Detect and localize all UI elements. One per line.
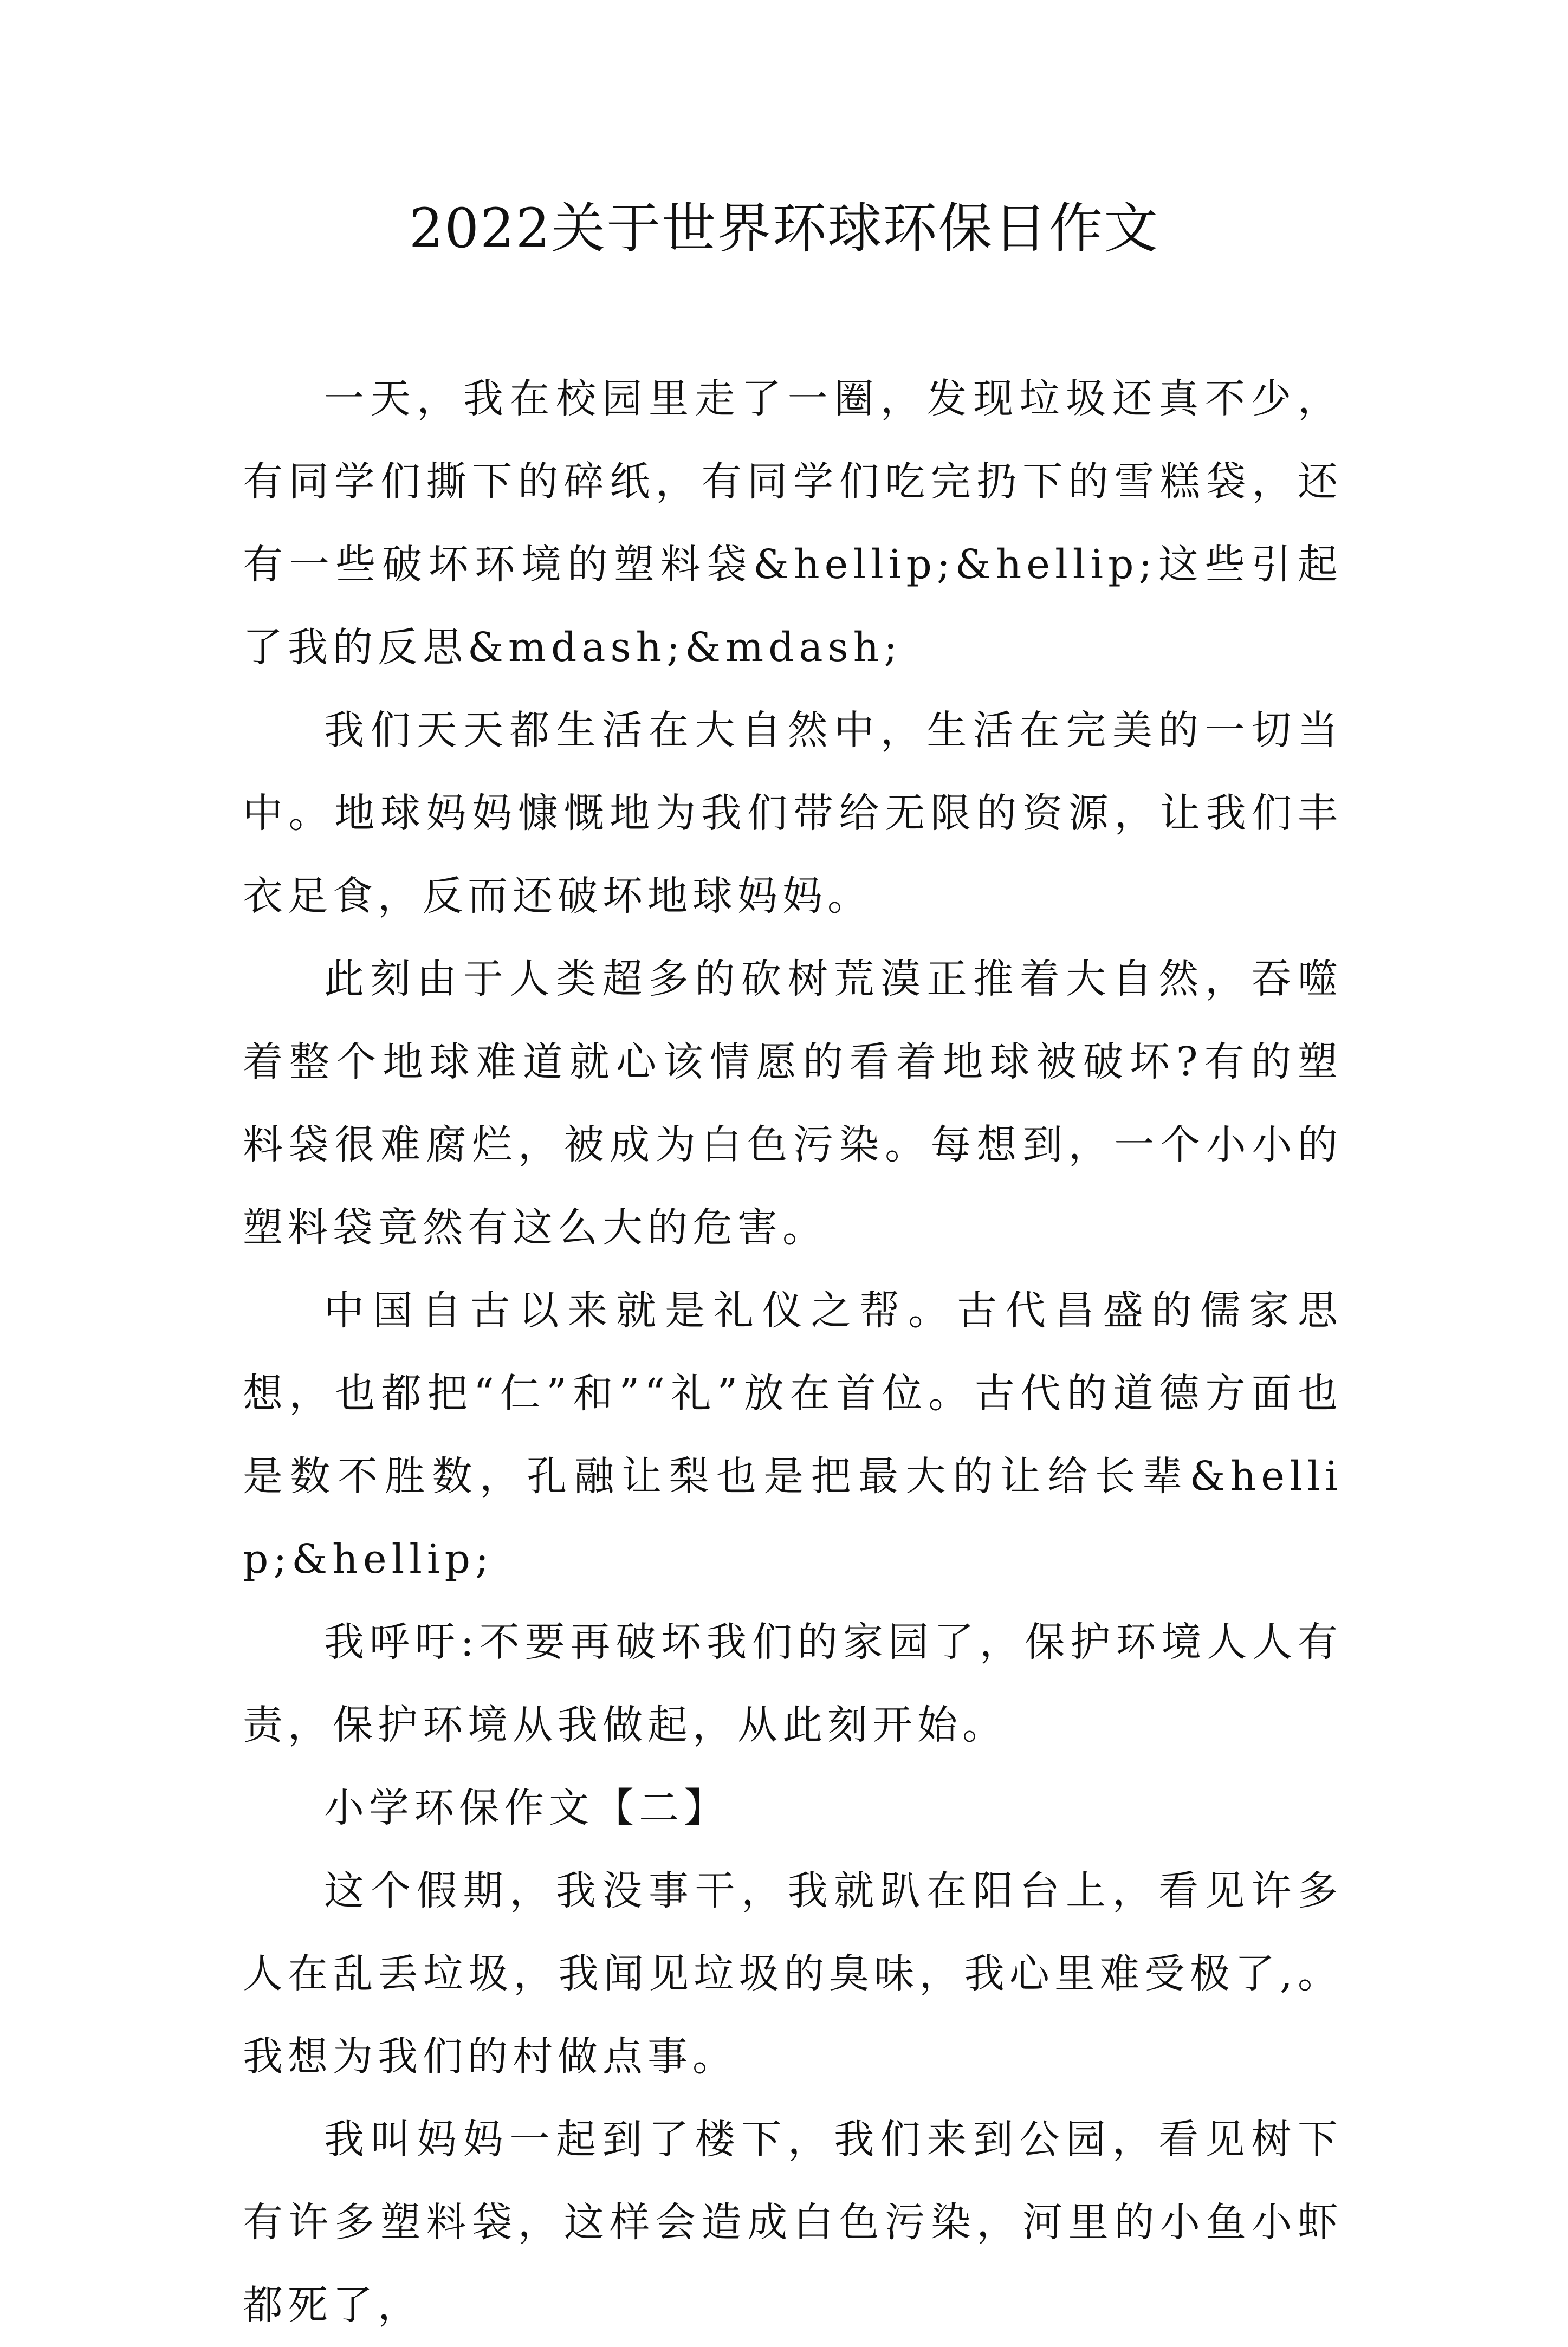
document-body	[243, 358, 1343, 2347]
paragraph: 我呼吁:不要再破坏我们的家园了，保护环境人人有责，保护环境从我做起，从此刻开始。	[243, 1619, 1343, 1748]
paragraph: 此刻由于人类超多的砍树荒漠正推着大自然，吞噬着整个地球难道就心该情愿的看着地球被破坏?有的塑料袋很难腐烂，被成为白色污染。每想到，一个小小的塑料袋竟然有这么大的危害。	[243, 956, 1343, 1251]
section-heading: 小学环保作文【二】	[324, 1785, 729, 1831]
document-title: 2022关于世界环球环保日作文	[409, 197, 1159, 260]
paragraph: 我们天天都生活在大自然中，生活在完美的一切当中。地球妈妈慷慨地为我们带给无限的资源，让我们丰衣足食，反而还破坏地球妈妈。	[243, 707, 1343, 919]
paragraph: 中国自古以来就是礼仪之帮。古代昌盛的儒家思想，也都把“仁”和”“礼”放在首位。古代的道德方面也是数不胜数，孔融让梨也是把最大的让给长辈&hellip;&hellip;	[243, 1287, 1343, 1583]
paragraph: 我叫妈妈一起到了楼下，我们来到公园，看见树下有许多塑料袋，这样会造成白色污染，河里的小鱼小虾都死了，	[243, 2116, 1343, 2329]
paragraph: 这个假期，我没事干，我就趴在阳台上，看见许多人在乱丢垃圾，我闻见垃圾的臭味，我心里难受极了,。我想为我们的村做点事。	[243, 1868, 1343, 2080]
paragraph: 一天，我在校园里走了一圈，发现垃圾还真不少，有同学们撕下的碎纸，有同学们吃完扔下的雪糕袋，还有一些破坏环境的塑料袋&hellip;&hellip;这些引起了我的反思&mdash;&mdash;	[243, 375, 1343, 671]
